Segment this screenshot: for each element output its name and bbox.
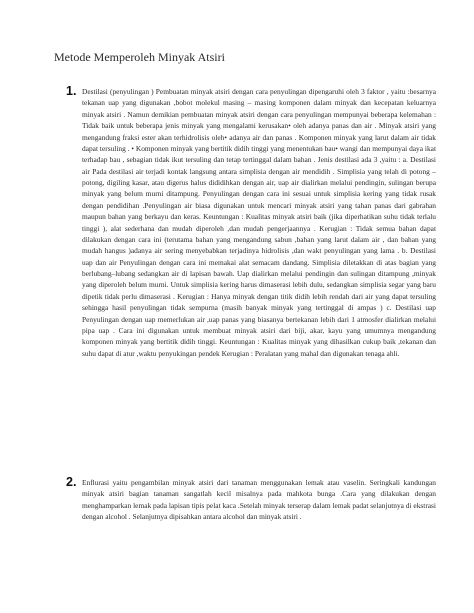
list-item-text: Enflurasi yaitu pengambilan minyak atsiri dari tanaman menggunakan lemak atau vaselin. Seringkali kandungan minyak atsiri bagian tanaman sangatlah kecil misalnya pada mahkota bunga .Cara yang dilakukan dengan menghamparkan lemak pada lapisan tipis pelat kaca .Setelah minyak terserap dalam lemak padat selanjutnya di ekstrasi dengan alcohol . Selanjutnya dipisahkan antara alcohol dan minyak atsiri . <box>82 478 436 522</box>
document-title: Metode Memperoleh Minyak Atsiri <box>54 50 225 64</box>
list-item-number: 2. <box>66 475 77 489</box>
list-item <box>66 477 436 523</box>
list-item-number: 1. <box>66 84 77 98</box>
list-item <box>66 86 436 359</box>
list-item-text: Destilasi (penyulingan ) Pembuatan minyak atsiri dengan cara penyulingan dipengaruhi oleh 3 faktor , yaitu :besarnya tekanan uap yang digunakan ,bobot molekul masing – masing komponen dalam minyak dan kecepatan keluarnya minyak atsiri . Namun demikian pembuatan minyak atsiri dengan cara penyulingan mempunyai beberapa kelemahan : Tidak baik untuk beberapa jenis minyak yang mengalami kerusakan• oleh adanya panas dan air . Minyak atsiri yang mengandung fraksi ester akan terhidrolisis oleh• adanya air dan panas . Komponen minyak yang larut dalam air tidak dapat tersuling . • Komponen minyak yang bertitik didih tinggi yang menentukan bau• wangi dan mempunyai daya ikat terhadap bau , sebagian tidak ikut tersuling dan tetap tertinggal dalam bahan . Jenis destilasi ada 3 ,yaitu : a. Destilasi air Pada destilasi air terjadi kontak langsung antara simplisia dengan air mendidih . Simplisia yang telah di potong – potong, digiling kasar, atau digerus halus dididihkan dengan air, uap air dialirkan melalui pendingin, sulingan berupa minyak yang belum murni ditampung. Penyulingan dengan cara ini sesuai untuk simplisia kering yang tidak rusak dengan pendidihan .Penyulingan air biasa digunakan untuk mencari minyak atsiri yang tahan panas dari gabrahan maupun bahan yang berkayu dan keras. Keuntungan : Kualitas minyak atsiri baik (jika diperhatikan suhu tidak terlalu tinggi ), alat sederhana dan mudah diperoleh ,dan mudah pengerjaannya . Kerugian : Tidak semua bahan dapat dilakukan dengan cara ini (terutama bahan yang mengandung sabun ,bahan yang larut dalam air , dan bahan yang mudah hangus )adanya air sering menyebabkan terjadinya hidrolisis ,dan wakt penyulingan yang lama . b. Destilasi uap dan air Penyulingan dengan cara ini memakai alat semacam dandang. Simplisia diletakkan di atas bagian yang berlubang–lubang sedangkan air di lapisan bawah. Uap dialirkan melalui pendingin dan sulingan ditampung ,minyak yang diperoleh belum murni. Untuk simplisia kering harus dimaserasi lebih dulu, sedangkan simplisia segar yang baru dipetik tidak perlu dimaserasi . Kerugian : Hanya minyak dengan titik didih lebih rendah dari air yang dapat tersuling sehingga hasil penyulingan tidak sempurna (masih banyak minyak yang tertinggal di ampas ) c. Destilasi uap Penyulingan dengan uap memerlukan air ,uap panas yang biasanya bertekanan lebih dari 1 atmosfer dialirkan melalui pipa uap . Cara ini digunakan untuk membuat minyak atsiri dari biji, akar, kayu yang umumnya mengandung komponen minyak yang bertitik didih tinggi. Keuntungan : Kualitas minyak yang dihasilkan cukup baik ,tekanan dan suhu dapat di atur ,waktu penyukingan pendek Kerugian : Peralatan yang mahal dan digunakan tenaga ahli. <box>82 87 436 358</box>
